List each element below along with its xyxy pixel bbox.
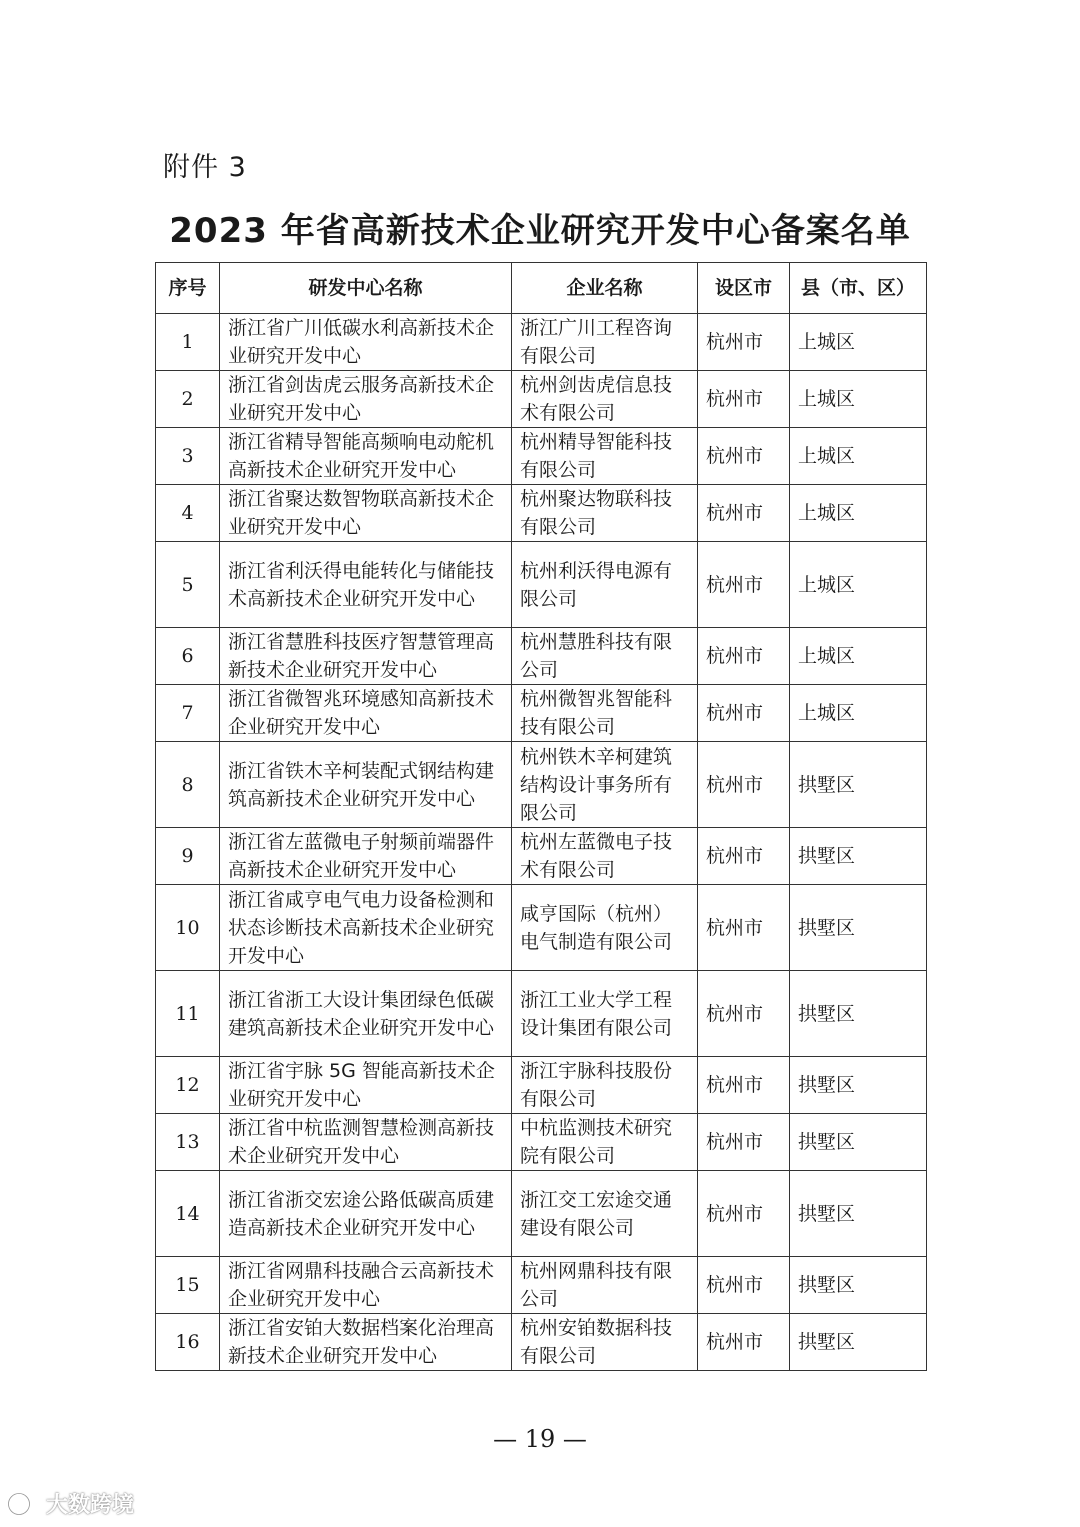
header-company-name: 企业名称 <box>512 263 698 314</box>
page-number: — 19 — <box>493 1425 587 1453</box>
cell-center-name: 浙江省微智兆环境感知高新技术企业研究开发中心 <box>220 685 512 742</box>
cell-no: 15 <box>156 1257 220 1314</box>
table-header-row <box>156 263 927 314</box>
watermark <box>8 1488 134 1519</box>
cell-city: 杭州市 <box>698 314 790 371</box>
cell-district: 拱墅区 <box>790 742 927 828</box>
cell-district: 拱墅区 <box>790 1171 927 1257</box>
cell-district: 上城区 <box>790 628 927 685</box>
table-row <box>156 971 927 1057</box>
watermark-text: 大数跨境 <box>46 1493 135 1518</box>
cell-company-name: 浙江交工宏途交通建设有限公司 <box>512 1171 698 1257</box>
cell-company-name: 杭州慧胜科技有限公司 <box>512 628 698 685</box>
cell-no: 6 <box>156 628 220 685</box>
table-row <box>156 1171 927 1257</box>
cell-company-name: 杭州网鼎科技有限公司 <box>512 1257 698 1314</box>
table-row <box>156 1057 927 1114</box>
cell-city: 杭州市 <box>698 428 790 485</box>
cell-city: 杭州市 <box>698 542 790 628</box>
cell-district: 上城区 <box>790 542 927 628</box>
cell-center-name: 浙江省广川低碳水利高新技术企业研究开发中心 <box>220 314 512 371</box>
cell-center-name: 浙江省慧胜科技医疗智慧管理高新技术企业研究开发中心 <box>220 628 512 685</box>
table-row <box>156 742 927 828</box>
cell-center-name: 浙江省宇脉 5G 智能高新技术企业研究开发中心 <box>220 1057 512 1114</box>
cell-no: 5 <box>156 542 220 628</box>
table-row <box>156 1114 927 1171</box>
cell-no: 10 <box>156 885 220 971</box>
cell-center-name: 浙江省网鼎科技融合云高新技术企业研究开发中心 <box>220 1257 512 1314</box>
cell-center-name: 浙江省聚达数智物联高新技术企业研究开发中心 <box>220 485 512 542</box>
cell-no: 8 <box>156 742 220 828</box>
cell-company-name: 咸亨国际（杭州）电气制造有限公司 <box>512 885 698 971</box>
cell-center-name: 浙江省铁木辛柯装配式钢结构建筑高新技术企业研究开发中心 <box>220 742 512 828</box>
cell-company-name: 浙江广川工程咨询有限公司 <box>512 314 698 371</box>
cell-city: 杭州市 <box>698 1114 790 1171</box>
cell-no: 12 <box>156 1057 220 1114</box>
attachment-label: 附件 3 <box>163 152 247 183</box>
cell-center-name: 浙江省剑齿虎云服务高新技术企业研究开发中心 <box>220 371 512 428</box>
cell-district: 上城区 <box>790 314 927 371</box>
cell-center-name: 浙江省精导智能高频响电动舵机高新技术企业研究开发中心 <box>220 428 512 485</box>
cell-city: 杭州市 <box>698 1171 790 1257</box>
cell-no: 14 <box>156 1171 220 1257</box>
cell-district: 拱墅区 <box>790 885 927 971</box>
table-row <box>156 314 927 371</box>
cell-district: 上城区 <box>790 685 927 742</box>
cell-company-name: 浙江宇脉科技股份有限公司 <box>512 1057 698 1114</box>
cell-city: 杭州市 <box>698 371 790 428</box>
table-body <box>156 314 927 1371</box>
cell-no: 3 <box>156 428 220 485</box>
cell-center-name: 浙江省咸亨电气电力设备检测和状态诊断技术高新技术企业研究开发中心 <box>220 885 512 971</box>
cell-no: 9 <box>156 828 220 885</box>
cell-district: 拱墅区 <box>790 971 927 1057</box>
table-row <box>156 542 927 628</box>
cell-center-name: 浙江省中杭监测智慧检测高新技术企业研究开发中心 <box>220 1114 512 1171</box>
cell-center-name: 浙江省左蓝微电子射频前端器件高新技术企业研究开发中心 <box>220 828 512 885</box>
cell-center-name: 浙江省利沃得电能转化与储能技术高新技术企业研究开发中心 <box>220 542 512 628</box>
cell-company-name: 杭州利沃得电源有限公司 <box>512 542 698 628</box>
registry-table <box>155 262 927 1371</box>
cell-no: 13 <box>156 1114 220 1171</box>
table-row <box>156 885 927 971</box>
cell-district: 上城区 <box>790 485 927 542</box>
cell-district: 拱墅区 <box>790 1057 927 1114</box>
logo-bubble-icon <box>8 1491 42 1517</box>
cell-no: 2 <box>156 371 220 428</box>
header-no: 序号 <box>156 263 220 314</box>
cell-city: 杭州市 <box>698 1314 790 1371</box>
cell-company-name: 杭州精导智能科技有限公司 <box>512 428 698 485</box>
table-row <box>156 485 927 542</box>
cell-city: 杭州市 <box>698 1057 790 1114</box>
table-row <box>156 685 927 742</box>
cell-district: 上城区 <box>790 371 927 428</box>
cell-company-name: 杭州安铂数据科技有限公司 <box>512 1314 698 1371</box>
cell-no: 1 <box>156 314 220 371</box>
cell-no: 11 <box>156 971 220 1057</box>
cell-center-name: 浙江省安铂大数据档案化治理高新技术企业研究开发中心 <box>220 1314 512 1371</box>
table-row <box>156 1314 927 1371</box>
cell-city: 杭州市 <box>698 685 790 742</box>
cell-center-name: 浙江省浙工大设计集团绿色低碳建筑高新技术企业研究开发中心 <box>220 971 512 1057</box>
cell-city: 杭州市 <box>698 971 790 1057</box>
table-row <box>156 428 927 485</box>
table-row <box>156 371 927 428</box>
cell-company-name: 杭州左蓝微电子技术有限公司 <box>512 828 698 885</box>
cell-city: 杭州市 <box>698 628 790 685</box>
cell-city: 杭州市 <box>698 885 790 971</box>
cell-no: 7 <box>156 685 220 742</box>
cell-district: 拱墅区 <box>790 1257 927 1314</box>
cell-no: 16 <box>156 1314 220 1371</box>
cell-company-name: 杭州微智兆智能科技有限公司 <box>512 685 698 742</box>
cell-company-name: 浙江工业大学工程设计集团有限公司 <box>512 971 698 1057</box>
cell-city: 杭州市 <box>698 1257 790 1314</box>
cell-company-name: 杭州剑齿虎信息技术有限公司 <box>512 371 698 428</box>
header-city: 设区市 <box>698 263 790 314</box>
cell-no: 4 <box>156 485 220 542</box>
header-center-name: 研发中心名称 <box>220 263 512 314</box>
cell-company-name: 中杭监测技术研究院有限公司 <box>512 1114 698 1171</box>
header-district: 县（市、区） <box>790 263 927 314</box>
cell-district: 拱墅区 <box>790 1114 927 1171</box>
cell-city: 杭州市 <box>698 828 790 885</box>
table-row <box>156 628 927 685</box>
table-row <box>156 828 927 885</box>
table-row <box>156 1257 927 1314</box>
cell-city: 杭州市 <box>698 485 790 542</box>
cell-district: 拱墅区 <box>790 1314 927 1371</box>
cell-company-name: 杭州铁木辛柯建筑结构设计事务所有限公司 <box>512 742 698 828</box>
cell-center-name: 浙江省浙交宏途公路低碳高质建造高新技术企业研究开发中心 <box>220 1171 512 1257</box>
cell-district: 拱墅区 <box>790 828 927 885</box>
cell-district: 上城区 <box>790 428 927 485</box>
cell-city: 杭州市 <box>698 742 790 828</box>
document-title: 2023 年省高新技术企业研究开发中心备案名单 <box>169 211 911 251</box>
cell-company-name: 杭州聚达物联科技有限公司 <box>512 485 698 542</box>
